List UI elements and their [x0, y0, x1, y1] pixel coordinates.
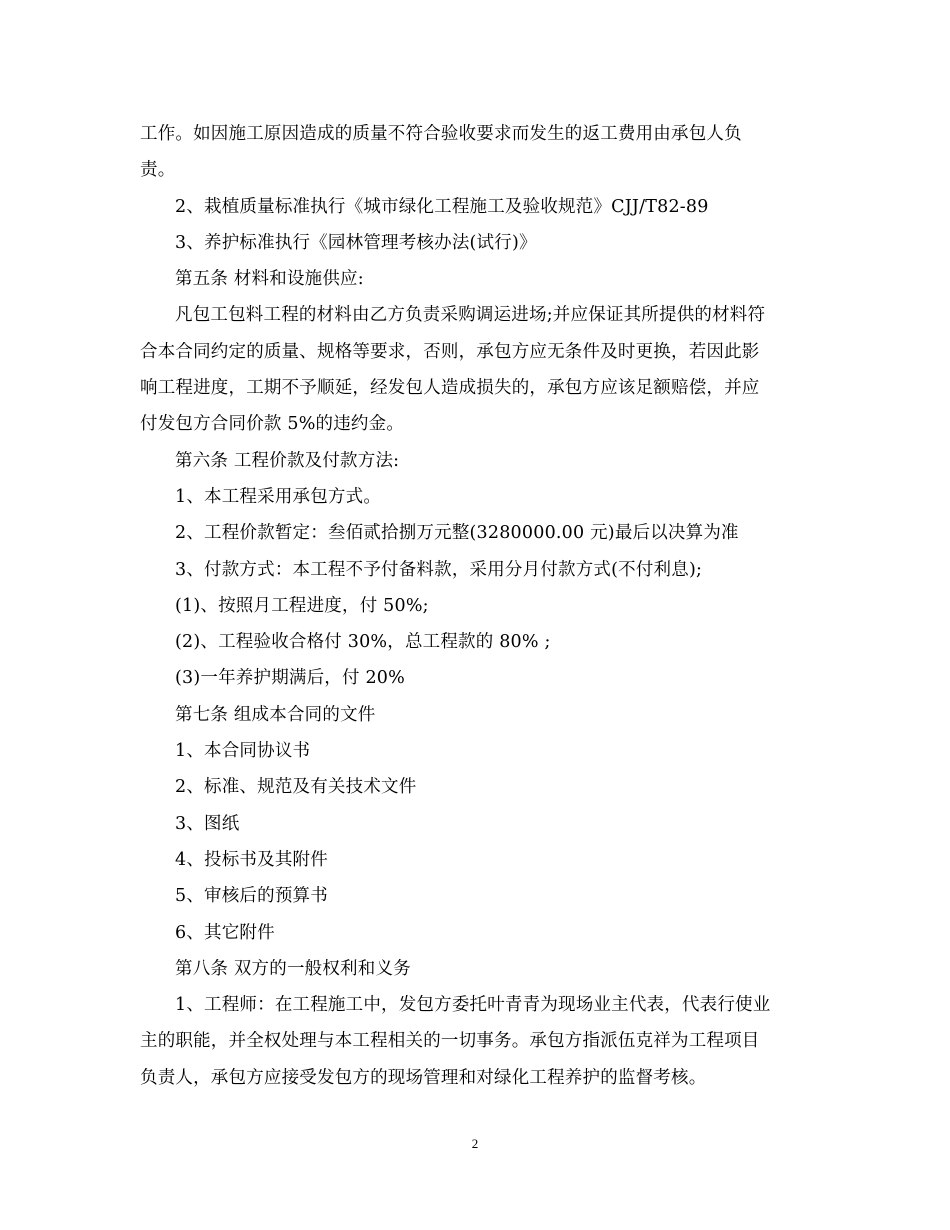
list-item: 1、本合同协议书 [175, 741, 311, 762]
section-heading: 第八条 双方的一般权利和义务 [175, 958, 411, 979]
text-line: 响工程进度，工期不予顺延，经发包人造成损失的，承包方应该足额赔偿，并应 [140, 378, 760, 399]
text-line: 2、栽植质量标准执行《城市绿化工程施工及验收规范》CJJ/T82-89 [175, 196, 709, 217]
text-line: 3、养护标准执行《园林管理考核办法(试行)》 [175, 232, 537, 253]
text-line: 3、付款方式：本工程不予付备料款，采用分月付款方式(不付利息); [175, 559, 703, 580]
text-line: 负责人，承包方应接受发包方的现场管理和对绿化工程养护的监督考核。 [140, 1067, 707, 1088]
page-number: 2 [471, 1136, 479, 1151]
list-item: 5、审核后的预算书 [175, 886, 328, 907]
text-line: (1)、按照月工程进度，付 50%; [175, 595, 429, 616]
section-heading: 第六条 工程价款及付款方法: [175, 450, 400, 471]
text-line: 主的职能，并全权处理与本工程相关的一切事务。承包方指派伍克祥为工程项目 [140, 1031, 760, 1052]
text-line: 责。 [140, 160, 176, 181]
list-item: 6、其它附件 [175, 922, 275, 943]
document-body [140, 116, 810, 1096]
text-line: 付发包方合同价款 5%的违约金。 [140, 414, 405, 435]
text-line: 1、工程师：在工程施工中，发包方委托叶青青为现场业主代表，代表行使业 [175, 995, 771, 1016]
text-line: (3)一年养护期满后，付 20% [175, 668, 405, 689]
text-line: 1、本工程采用承包方式。 [175, 486, 382, 507]
text-line: 凡包工包料工程的材料由乙方负责采购调运进场;并应保证其所提供的材料符 [175, 305, 766, 326]
list-item: 4、投标书及其附件 [175, 849, 328, 870]
list-item: 2、标准、规范及有关技术文件 [175, 777, 417, 798]
text-line: 2、工程价款暂定：叁佰贰拾捌万元整(3280000.00 元)最后以决算为准 [175, 523, 739, 544]
section-heading: 第五条 材料和设施供应: [175, 269, 364, 290]
text-line: 工作。如因施工原因造成的质量不符合验收要求而发生的返工费用由承包人负 [140, 124, 742, 144]
section-heading: 第七条 组成本合同的文件 [175, 704, 376, 725]
text-line: (2)、工程验收合格付 30%，总工程款的 80% ; [175, 632, 551, 653]
list-item: 3、图纸 [175, 813, 240, 834]
text-line: 合本合同约定的质量、规格等要求，否则，承包方应无条件及时更换，若因此影 [140, 341, 760, 362]
